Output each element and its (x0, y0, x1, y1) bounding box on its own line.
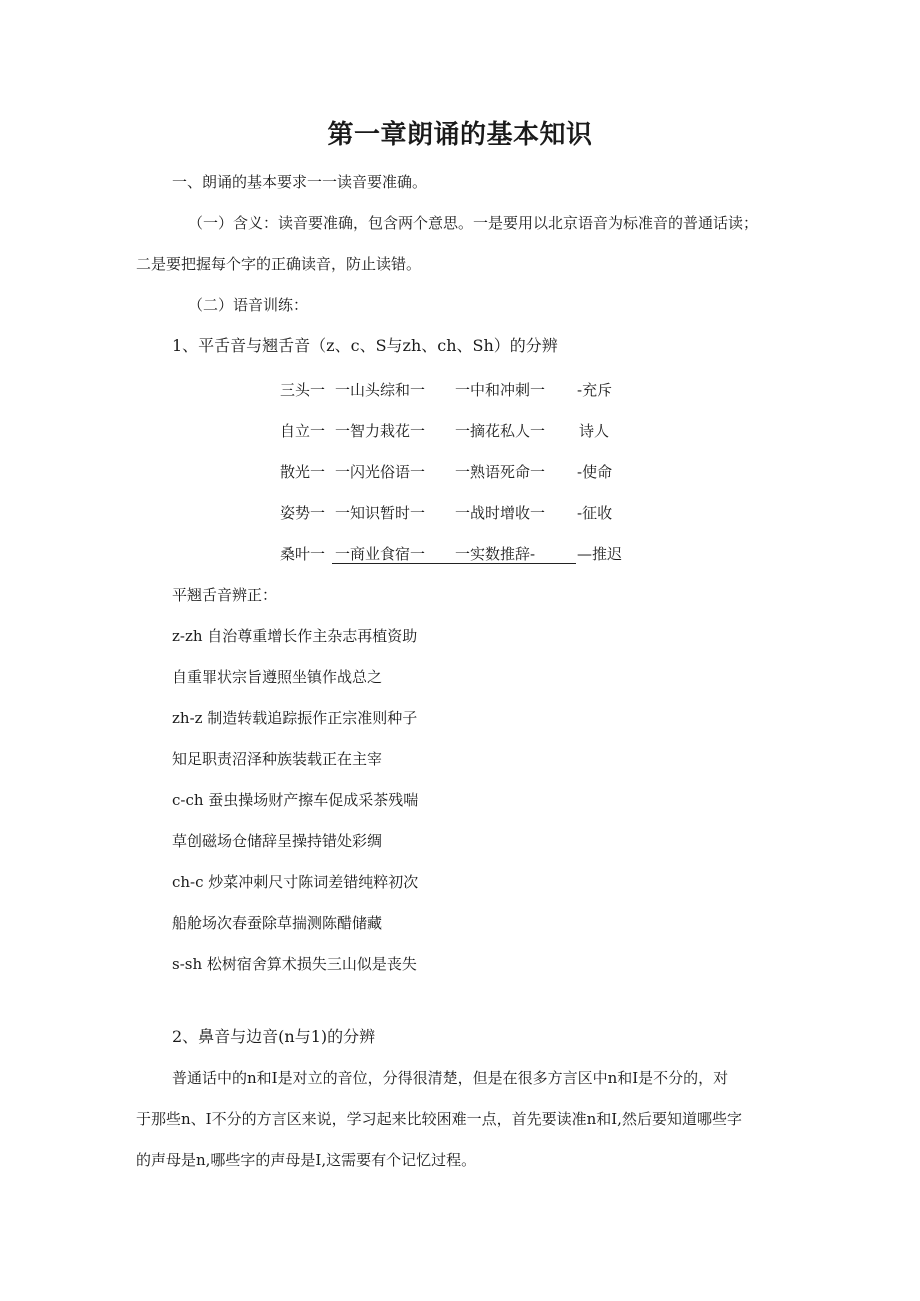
list-item: 自重罪状宗旨遵照坐镇作战总之 (172, 668, 383, 686)
table-cell: 一商业食宿一 (335, 545, 426, 563)
list-item: 草创磁场仓储辞呈操持错处彩绸 (172, 832, 383, 850)
table-cell: 一实数推辞- (455, 545, 536, 563)
table-cell: 一智力栽花一 (335, 422, 426, 440)
section-heading: 一、朗诵的基本要求一一读音要准确。 (172, 173, 428, 191)
table-cell: 一熟语死命一 (455, 463, 546, 481)
paragraph-line: 于那些n、I不分的方言区来说，学习起来比较困难一点，首先要读准n和I,然后要知道哪些字 (136, 1110, 742, 1128)
table-cell: -征收 (577, 504, 613, 522)
part2-heading: 2、鼻音与边音(n与1)的分辨 (172, 1027, 376, 1046)
table-cell: —推迟 (577, 545, 623, 563)
correction-heading: 平翘舌音辨正： (172, 586, 278, 604)
list-item: 船舱场次春蚕除草揣测陈醋储藏 (172, 914, 383, 932)
table-cell: 三头一 (280, 381, 326, 399)
table-cell: -使命 (577, 463, 613, 481)
meaning-line-2: 二是要把握每个字的正确读音，防止读错。 (136, 255, 422, 273)
paragraph-line: 普通话中的n和I是对立的音位，分得很清楚，但是在很多方言区中n和I是不分的，对 (172, 1069, 729, 1087)
table-cell: 自立一 (280, 422, 326, 440)
row-underline (332, 563, 576, 564)
table-cell: 一知识暂时一 (335, 504, 426, 522)
table-cell: 姿势一 (280, 504, 326, 522)
table-cell: 一中和冲刺一 (455, 381, 546, 399)
table-cell: 散光一 (280, 463, 326, 481)
table-cell: 一闪光俗语一 (335, 463, 426, 481)
list-item: z-zh 自治尊重增长作主杂志再植资助 (172, 627, 418, 645)
list-item: c-ch 蚕虫操场财产擦车促成采茶残喘 (172, 791, 419, 809)
table-cell: 桑叶一 (280, 545, 326, 563)
table-cell: -充斥 (577, 381, 613, 399)
table-cell: 一山头综和一 (335, 381, 426, 399)
table-cell: 一摘花私人一 (455, 422, 546, 440)
table-cell: 诗人 (579, 422, 610, 440)
list-item: zh-z 制造转载追踪振作正宗准则种子 (172, 709, 418, 727)
training-heading: （二）语音训练： (188, 296, 309, 314)
paragraph-line: 的声母是n,哪些字的声母是I,这需要有个记忆过程。 (136, 1151, 477, 1169)
table-cell: 一战时增收一 (455, 504, 546, 522)
list-item: 知足职责沼泽种族装载正在主宰 (172, 750, 383, 768)
meaning-line-1: （一）含义：读音要准确，包含两个意思。一是要用以北京语音为标准音的普通话读； (188, 214, 759, 232)
list-item: s-sh 松树宿舍算术损失三山似是丧失 (172, 955, 417, 973)
list-item: ch-c 炒菜冲刺尺寸陈词差错纯粹初次 (172, 873, 419, 891)
page-title: 第一章朗诵的基本知识 (327, 120, 593, 150)
part1-heading: 1、平舌音与翘舌音（z、c、S与zh、ch、Sh）的分辨 (172, 336, 558, 355)
